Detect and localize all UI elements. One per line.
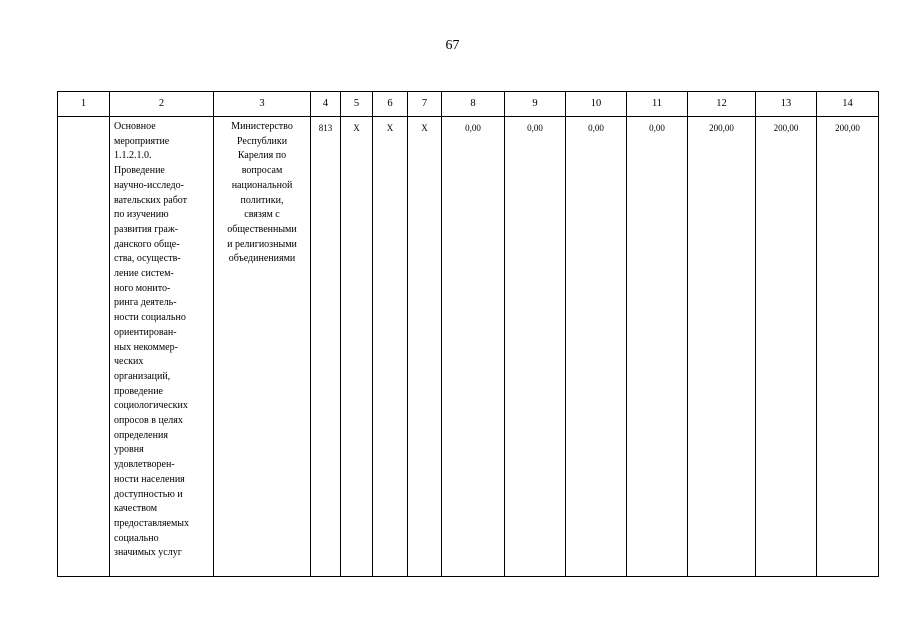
description-line: социологических [114,400,188,412]
organization-line: Карелия по [237,150,287,162]
description-line: ности населения [114,473,185,485]
description-line: ства, осуществ- [114,253,181,265]
column-header-8: 8 [442,92,505,117]
cell-col13: 200,00 [756,117,817,577]
description-line: ление систем- [114,268,174,280]
table-row [58,117,879,577]
description-line: социально [114,532,159,544]
description-line: качеством [114,503,158,515]
cell-col4: 813 [311,117,341,577]
column-header-7: 7 [408,92,442,117]
description-line: по изучению [114,209,169,221]
description-line: 1.1.2.1.0. [114,150,152,162]
organization-line: политики, [240,194,284,206]
description-line: ческих [114,356,144,368]
description-line: вательских работ [114,194,188,206]
description-line: опросов в целях [114,415,183,427]
description-line: Основное [114,121,156,132]
cell-organization [214,117,311,577]
column-header-14: 14 [817,92,879,117]
budget-table [57,91,879,577]
description-line: ного монито- [114,282,171,294]
organization-line: связям с [244,209,280,221]
column-header-9: 9 [505,92,566,117]
column-header-5: 5 [341,92,373,117]
column-header-11: 11 [627,92,688,117]
column-header-12: 12 [688,92,756,117]
cell-col9: 0,00 [505,117,566,577]
description-line: ных некоммер- [114,341,178,353]
column-header-6: 6 [373,92,408,117]
column-header-13: 13 [756,92,817,117]
description-line: предоставляемых [114,517,190,529]
description-line: доступностью и [114,488,183,500]
description-line: развития граж- [114,223,179,235]
description-line: мероприятие [114,135,170,147]
description-line: ринга деятель- [114,297,177,309]
page-number: 67 [445,38,460,53]
description-line: Проведение [114,165,165,177]
cell-col10: 0,00 [566,117,627,577]
column-header-4: 4 [311,92,341,117]
column-header-3: 3 [214,92,311,117]
column-header-1: 1 [58,92,110,117]
description-line: ности социально [114,312,186,324]
description-line: значимых услуг [114,547,182,559]
cell-col14: 200,00 [817,117,879,577]
organization-line: и религиозными [227,238,297,250]
organization-line: объединениями [228,253,296,265]
description-line: уровня [114,444,144,456]
organization-line: Министерство [231,121,293,132]
description-line: проведение [114,385,163,397]
cell-col12: 200,00 [688,117,756,577]
table-header-row [58,92,879,117]
cell-col5: Х [341,117,373,577]
organization-line: вопросам [241,165,283,177]
organization-line: национальной [231,179,293,191]
cell-description [110,117,214,577]
cell-col7: Х [408,117,442,577]
description-line: научно-исследо- [114,179,184,191]
description-line: организаций, [114,370,171,382]
cell-col1 [58,117,110,577]
description-line: данского обще- [114,238,180,250]
cell-col11: 0,00 [627,117,688,577]
organization-line: Республики [236,135,288,147]
cell-col8: 0,00 [442,117,505,577]
column-header-10: 10 [566,92,627,117]
description-line: определения [114,429,168,441]
organization-line: общественными [227,223,297,235]
cell-col6: Х [373,117,408,577]
description-line: ориентирован- [114,326,177,338]
description-line: удовлетворен- [114,459,175,471]
column-header-2: 2 [110,92,214,117]
